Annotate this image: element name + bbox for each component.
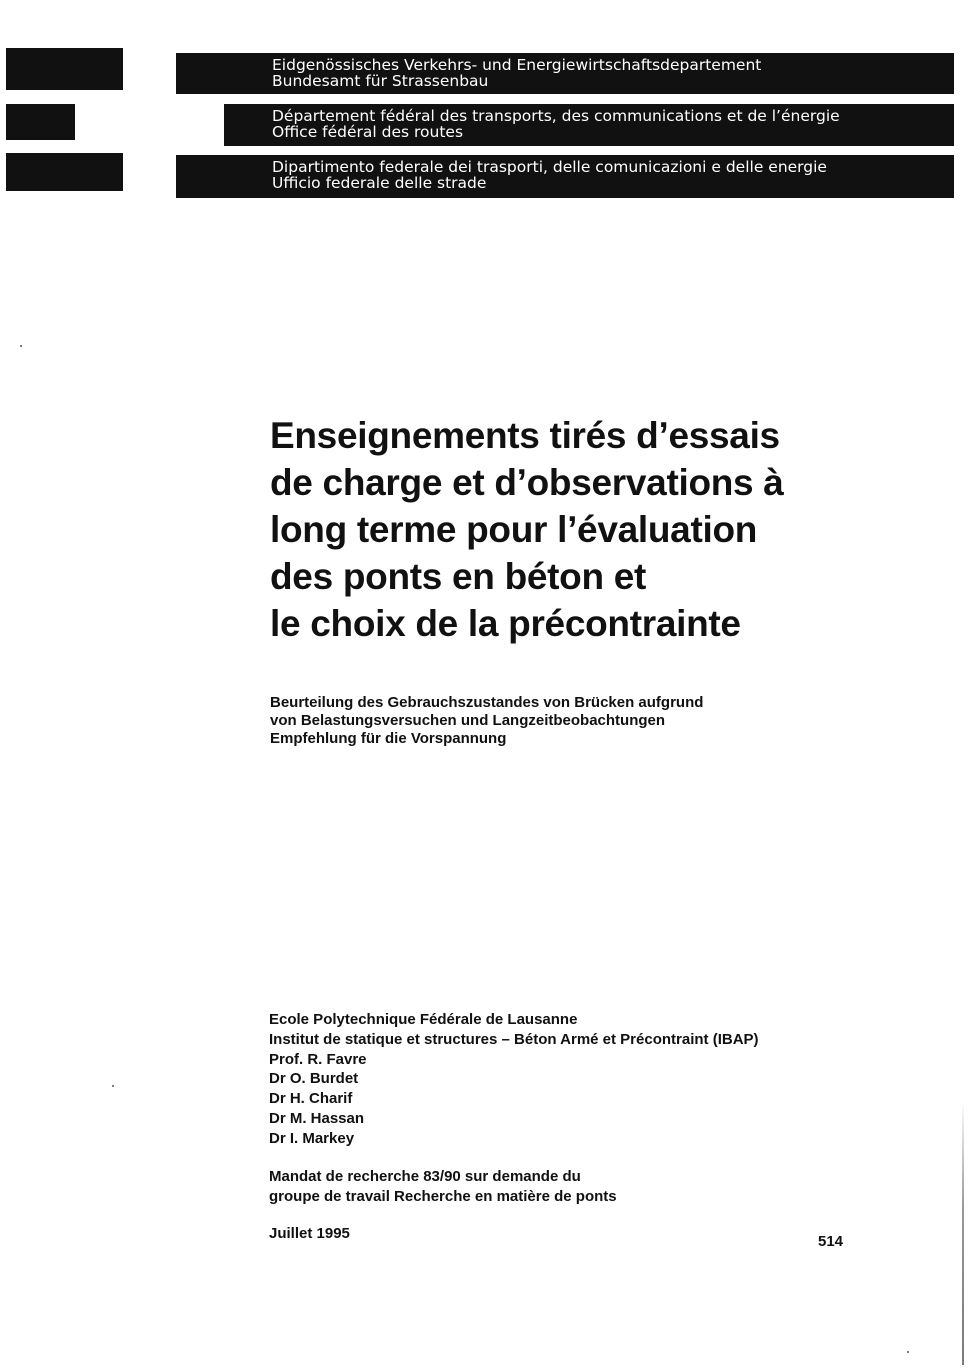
title-line: des ponts en béton et <box>270 556 647 597</box>
institution-name: Ecole Polytechnique Fédérale de Lausanne <box>269 1011 578 1028</box>
title-line: long terme pour l’évaluation <box>270 509 758 550</box>
institute-name: Institut de statique et structures – Béton Armé et Précontraint (IBAP) <box>269 1030 759 1048</box>
band-line-office: Office fédéral des routes <box>272 123 464 141</box>
author-name: Dr M. Hassan <box>269 1109 365 1127</box>
band-line-office: Ufficio federale delle strade <box>272 174 487 192</box>
subtitle-line: von Belastungsversuchen und Langzeitbeobachtungen <box>270 712 666 729</box>
subtitle-line: Beurteilung des Gebrauchszustandes von Brücken aufgrund <box>270 694 704 711</box>
emblem-block-middle <box>6 104 75 140</box>
emblem-block-top <box>6 48 123 90</box>
research-mandate <box>269 1167 869 1207</box>
emblem-block-bottom <box>6 153 123 191</box>
header-band-french <box>224 104 954 146</box>
scan-speck <box>112 1085 114 1087</box>
band-line-office: Bundesamt für Strassenbau <box>272 72 489 90</box>
author-name: Dr H. Charif <box>269 1090 353 1108</box>
report-number: 514 <box>818 1233 844 1250</box>
report-title <box>270 412 890 647</box>
header-band-german <box>176 53 954 94</box>
title-line: Enseignements tirés d’essais <box>270 415 780 456</box>
title-line: le choix de la précontrainte <box>270 603 741 644</box>
band-line-department: Département fédéral des transports, des communications et de l’énergie <box>272 107 840 125</box>
author-name: Prof. R. Favre <box>269 1050 367 1068</box>
scan-speck <box>907 1351 909 1353</box>
publication-date: Juillet 1995 <box>269 1225 350 1242</box>
scan-speck <box>20 345 22 347</box>
title-line: de charge et d’observations à <box>270 462 784 503</box>
subtitle-line: Empfehlung für die Vorspannung <box>270 730 507 747</box>
mandate-line: Mandat de recherche 83/90 sur demande du <box>269 1168 581 1185</box>
mandate-line: groupe de travail Recherche en matière de ponts <box>269 1188 617 1205</box>
scan-edge-shadow <box>962 1100 964 1365</box>
author-name: Dr O. Burdet <box>269 1070 359 1088</box>
header-band-italian <box>176 155 954 198</box>
band-line-department: Eidgenössisches Verkehrs- und Energiewirtschaftsdepartement <box>272 56 762 74</box>
author-name: Dr I. Markey <box>269 1129 355 1147</box>
band-line-department: Dipartimento federale dei trasporti, delle comunicazioni e delle energie <box>272 158 827 176</box>
report-subtitle <box>270 694 890 748</box>
author-list <box>269 1010 869 1149</box>
